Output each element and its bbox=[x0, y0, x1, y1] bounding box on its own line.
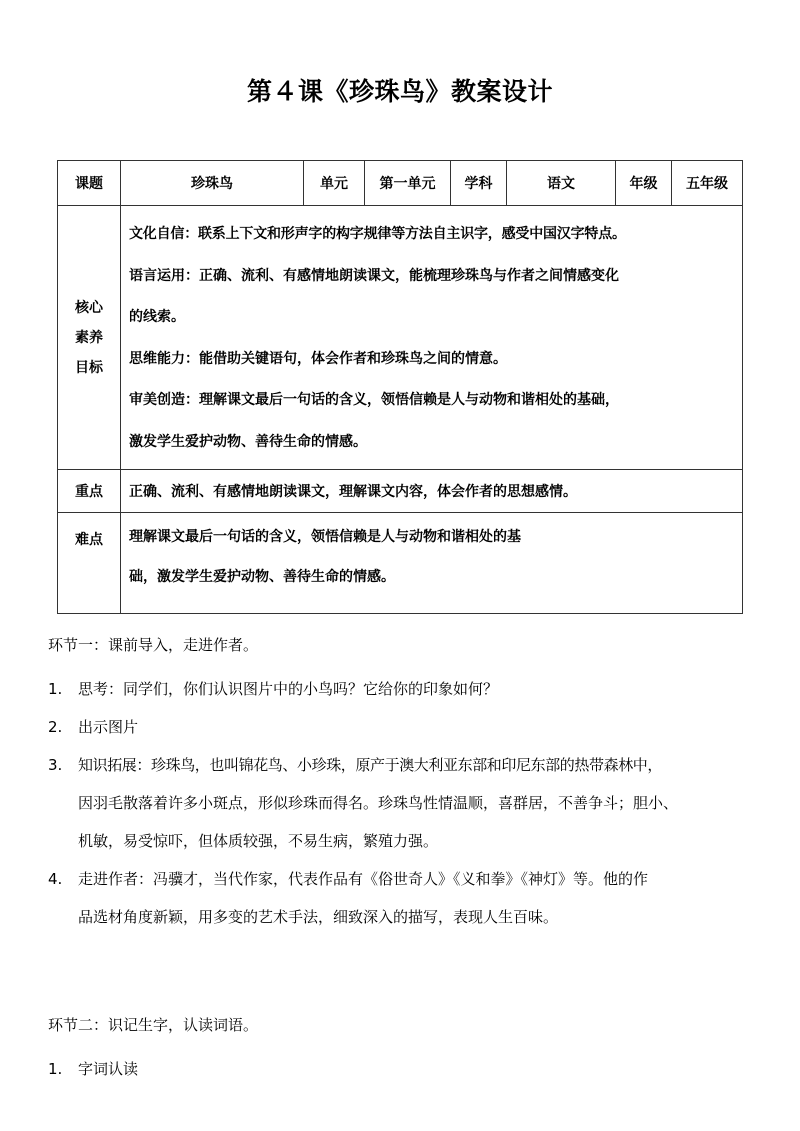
goal-line: 思维能力：能借助关键语句，体会作者和珍珠鸟之间的情意。 bbox=[129, 350, 507, 367]
goal-line: 审美创造：理解课文最后一句话的含义，领悟信赖是人与动物和谐相处的基础， bbox=[129, 392, 619, 408]
section1-heading: 环节一：课前导入，走进作者。 bbox=[48, 636, 259, 654]
key-point-row bbox=[58, 470, 743, 513]
list-item-line: 机敏，易受惊吓，但体质较强，不易生病，繁殖力强。 bbox=[78, 832, 439, 850]
list-item-line: 字词认读 bbox=[78, 1060, 139, 1078]
core-goals-row bbox=[58, 206, 743, 470]
list-item-number: 2. bbox=[48, 718, 63, 736]
list-item-number: 1. bbox=[48, 1060, 63, 1078]
difficulty-text bbox=[121, 513, 743, 614]
goal-line: 文化自信：联系上下文和形声字的构字规律等方法自主识字，感受中国汉字特点。 bbox=[129, 226, 626, 242]
list-item bbox=[48, 670, 758, 708]
unit-value: 第一单元 bbox=[365, 161, 451, 206]
discipline-label: 学科 bbox=[451, 161, 507, 206]
difficulty-row bbox=[58, 513, 743, 614]
list-item-line: 品选材角度新颖，用多变的艺术手法，细致深入的描写，表现人生百味。 bbox=[78, 908, 559, 926]
list-item-number: 1. bbox=[48, 680, 63, 698]
core-goals-content bbox=[121, 206, 743, 470]
list-item-line: 因羽毛散落着许多小斑点，形似珍珠而得名。珍珠鸟性情温顺，喜群居，不善争斗；胆小、 bbox=[78, 794, 679, 812]
section2-heading: 环节二：识记生字，认读词语。 bbox=[48, 1016, 259, 1034]
difficulty-line: 理解课文最后一句话的含义，领悟信赖是人与动物和谐相处的基 bbox=[129, 529, 521, 545]
grade-label: 年级 bbox=[616, 161, 672, 206]
table-header-row bbox=[58, 161, 743, 206]
list-item bbox=[48, 860, 758, 936]
subject-value: 珍珠鸟 bbox=[121, 161, 304, 206]
list-item-line: 知识拓展：珍珠鸟，也叫锦花鸟、小珍珠，原产于澳大利亚东部和印尼东部的热带森林中， bbox=[78, 756, 663, 774]
core-goals-label-line: 目标 bbox=[75, 359, 103, 376]
list-item-line: 走进作者：冯骥才，当代作家，代表作品有《俗世奇人》《义和拳》《神灯》等。他的作 bbox=[78, 870, 649, 888]
page-title: 第４课《珍珠鸟》教案设计 bbox=[246, 77, 553, 106]
unit-label: 单元 bbox=[304, 161, 365, 206]
key-point-text: 正确、流利、有感情地朗读课文，理解课文内容，体会作者的思想感情。 bbox=[121, 470, 743, 513]
section1-list bbox=[48, 670, 758, 936]
list-item-number: 4. bbox=[48, 870, 63, 888]
discipline-value: 语文 bbox=[507, 161, 616, 206]
core-goals-label-line: 素养 bbox=[75, 329, 103, 346]
list-item-line: 思考：同学们，你们认识图片中的小鸟吗？它给你的印象如何？ bbox=[78, 680, 499, 698]
key-point-label: 重点 bbox=[58, 470, 121, 513]
list-item-number: 3. bbox=[48, 756, 63, 774]
difficulty-label: 难点 bbox=[58, 513, 121, 614]
core-goals-label bbox=[58, 206, 121, 470]
section2-list bbox=[48, 1050, 758, 1088]
subject-label: 课题 bbox=[58, 161, 121, 206]
goal-line: 的线索。 bbox=[129, 309, 185, 325]
list-item bbox=[48, 746, 758, 860]
goal-line: 激发学生爱护动物、善待生命的情感。 bbox=[129, 433, 367, 450]
list-item-line: 出示图片 bbox=[78, 718, 139, 736]
lesson-plan-table bbox=[57, 160, 743, 614]
list-item bbox=[48, 1050, 758, 1088]
difficulty-line: 础，激发学生爱护动物、善待生命的情感。 bbox=[129, 569, 395, 585]
list-item bbox=[48, 708, 758, 746]
core-goals-label-line: 核心 bbox=[75, 299, 103, 316]
grade-value: 五年级 bbox=[672, 161, 743, 206]
goal-line: 语言运用：正确、流利、有感情地朗读课文，能梳理珍珠鸟与作者之间情感变化 bbox=[129, 267, 619, 284]
